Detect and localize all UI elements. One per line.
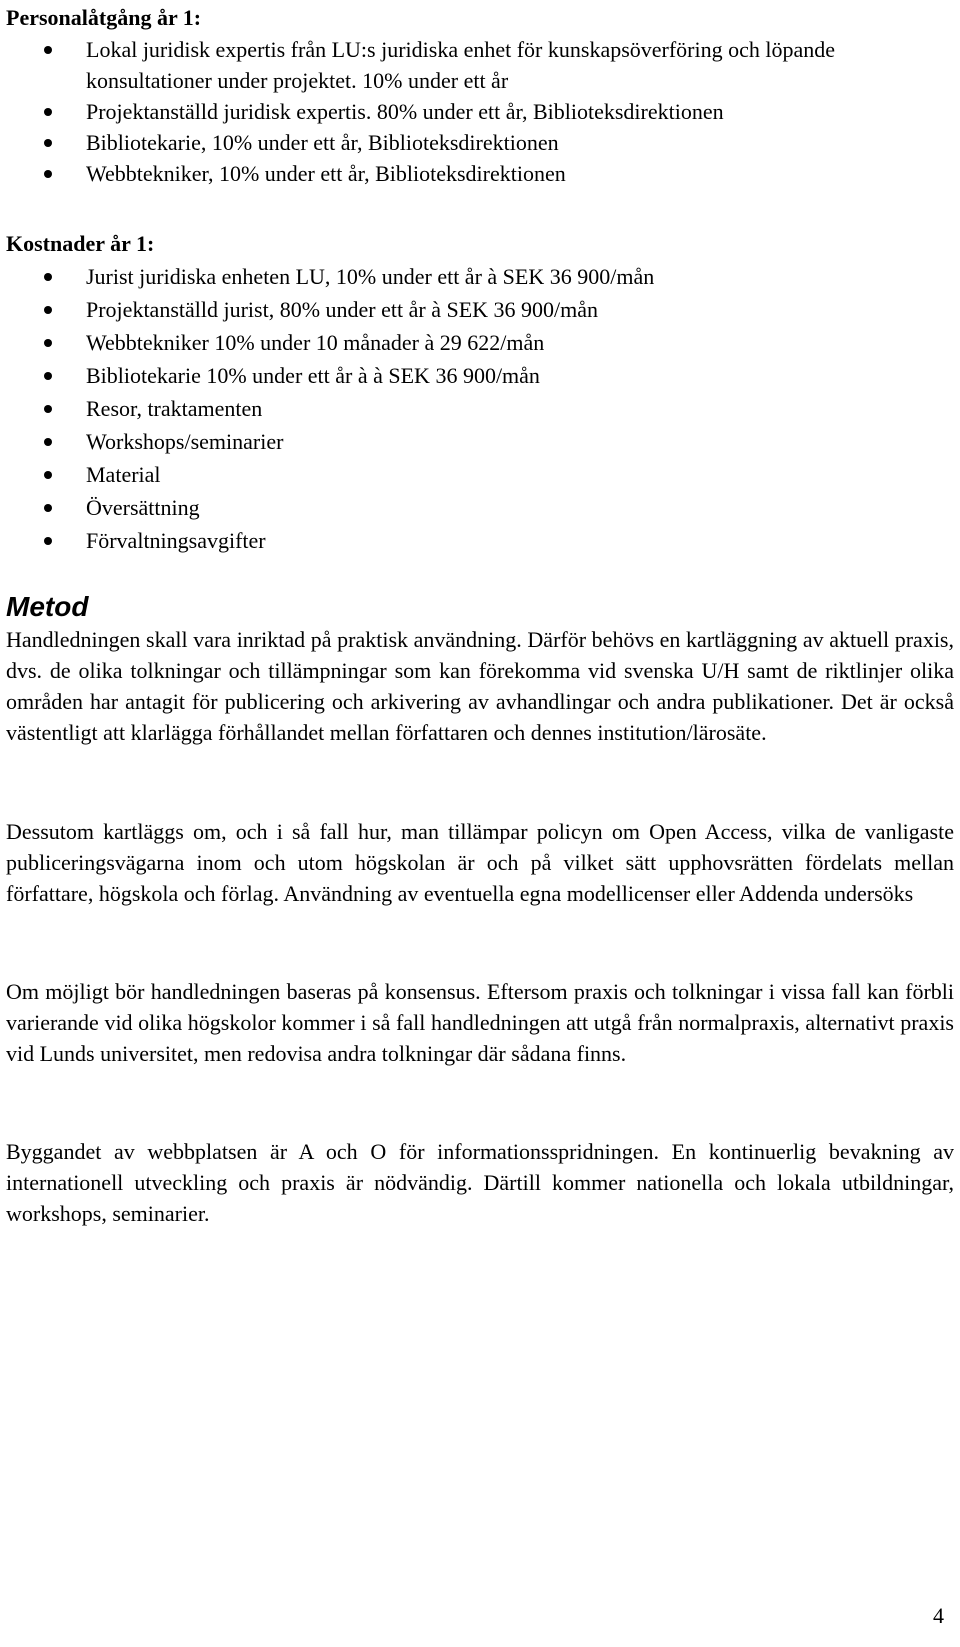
list-item bbox=[6, 491, 956, 524]
list-item-text: Jurist juridiska enheten LU, 10% under ett år à SEK 36 900/mån bbox=[86, 264, 655, 289]
list-item bbox=[6, 359, 956, 392]
list-item-text: Webbtekniker, 10% under ett år, Biblioteksdirektionen bbox=[86, 161, 566, 186]
list-item-text: Projektanställd jurist, 80% under ett år à SEK 36 900/mån bbox=[86, 297, 599, 322]
bullet-icon bbox=[44, 108, 52, 116]
list-item-text: Webbtekniker 10% under 10 månader à 29 622/mån bbox=[86, 330, 545, 355]
bullet-icon bbox=[44, 504, 52, 512]
list-item bbox=[6, 293, 956, 326]
bullet-icon bbox=[44, 372, 52, 380]
list-item-text: Workshops/seminarier bbox=[86, 429, 284, 454]
list-item bbox=[6, 260, 956, 293]
list-item bbox=[6, 326, 956, 359]
bullet-icon bbox=[44, 170, 52, 178]
list-item bbox=[6, 392, 956, 425]
list-item-text: Projektanställd juridisk expertis. 80% under ett år, Biblioteksdirektionen bbox=[86, 99, 724, 124]
method-paragraph: Handledningen skall vara inriktad på praktisk användning. Därför behövs en kartläggning av aktuell praxis, dvs. de olika tolkningar och tillämpningar som kan förekomma vid svenska U/H samt de riktlinjer olika områden har antagit för publicering och arkivering av avhandlingar och andra publikationer. Det är också västentligt att klarlägga förhållandet mellan författaren och dennes institution/lärosäte. bbox=[6, 627, 954, 745]
bullet-icon bbox=[44, 471, 52, 479]
bullet-icon bbox=[44, 339, 52, 347]
heading-costs: Kostnader år 1: bbox=[6, 231, 155, 256]
list-item-text: Översättning bbox=[86, 495, 200, 520]
bullet-icon bbox=[44, 537, 52, 545]
method-paragraph: Byggandet av webbplatsen är A och O för informationsspridningen. En kontinuerlig bevakning av internationell utveckling och praxis är nödvändig. Därtill kommer nationella och lokala utbildningar, workshops, seminarier. bbox=[6, 1139, 954, 1226]
method-paragraph: Om möjligt bör handledningen baseras på konsensus. Eftersom praxis och tolkningar i vissa fall kan förbli varierande vid olika högskolor kommer i så fall handledningen att utgå från normalpraxis, alternativt praxis vid Lunds universitet, men redovisa andra tolkningar där sådana finns. bbox=[6, 979, 954, 1066]
bullet-icon bbox=[44, 438, 52, 446]
list-item-text: Material bbox=[86, 462, 161, 487]
list-item bbox=[6, 458, 956, 491]
list-item bbox=[6, 96, 956, 127]
heading-method: Metod bbox=[6, 591, 89, 622]
heading-personnel: Personalåtgång år 1: bbox=[6, 5, 202, 30]
list-item-text: Förvaltningsavgifter bbox=[86, 528, 266, 553]
list-item bbox=[6, 158, 956, 189]
list-item-text: Lokal juridisk expertis från LU:s juridiska enhet för kunskapsöverföring och löpande konsultationer under projektet. 10% under ett år bbox=[86, 37, 836, 93]
bullet-icon bbox=[44, 139, 52, 147]
list-item-text: Bibliotekarie 10% under ett år à à SEK 36 900/mån bbox=[86, 363, 540, 388]
list-item-text: Bibliotekarie, 10% under ett år, Biblioteksdirektionen bbox=[86, 130, 559, 155]
bullet-icon bbox=[44, 405, 52, 413]
list-item bbox=[6, 425, 956, 458]
list-item bbox=[6, 524, 956, 557]
bullet-icon bbox=[44, 46, 52, 54]
method-paragraph: Dessutom kartläggs om, och i så fall hur, man tillämpar policyn om Open Access, vilka de vanligaste publiceringsvägarna inom och utom högskolan är och på vilket sätt upphovsrätten fördelats mellan författare, högskola och förlag. Användning av eventuella egna modellicenser eller Addenda undersöks bbox=[6, 819, 954, 906]
list-item bbox=[6, 127, 956, 158]
page-number: 4 bbox=[933, 1603, 944, 1628]
costs-list bbox=[6, 260, 956, 557]
list-item bbox=[6, 34, 956, 96]
bullet-icon bbox=[44, 306, 52, 314]
personnel-list bbox=[6, 34, 956, 189]
list-item-text: Resor, traktamenten bbox=[86, 396, 263, 421]
bullet-icon bbox=[44, 273, 52, 281]
